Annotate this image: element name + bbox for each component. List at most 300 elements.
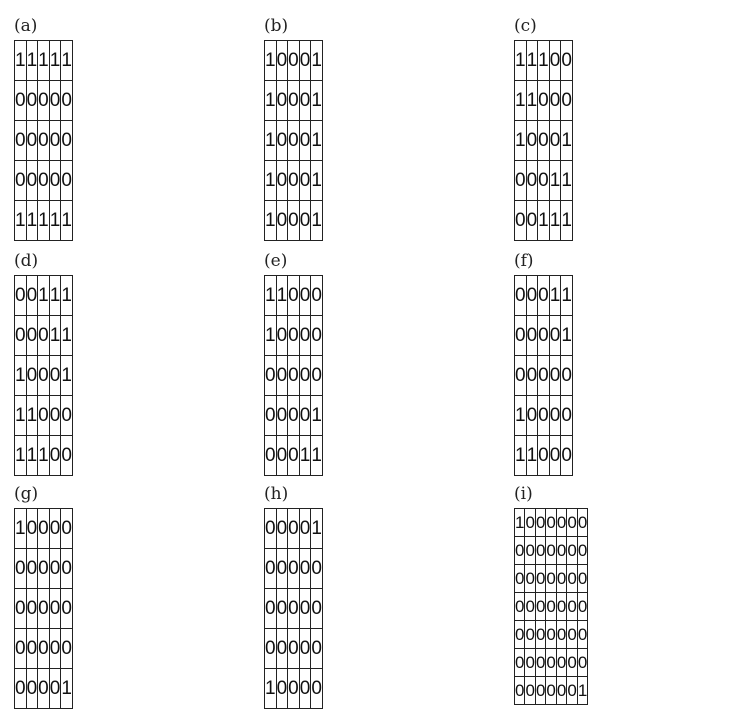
matrix-cell: 0 (526, 396, 538, 436)
matrix-cell: 0 (515, 537, 525, 565)
matrix-cell: 0 (549, 356, 561, 396)
matrix-cell: 0 (515, 201, 527, 241)
matrix-row (265, 316, 323, 356)
matrix-cell: 0 (561, 396, 573, 436)
matrix-cell: 0 (26, 356, 38, 396)
matrix-cell: 0 (276, 201, 288, 241)
matrix-row (265, 81, 323, 121)
matrix-cell: 0 (299, 396, 311, 436)
matrix-row (515, 677, 588, 705)
matrix-cell: 1 (311, 201, 323, 241)
matrix-cell: 0 (276, 436, 288, 476)
matrix-cell: 1 (15, 201, 27, 241)
matrix-cell: 0 (61, 81, 73, 121)
matrix-row (15, 509, 73, 549)
matrix-cell: 0 (515, 276, 527, 316)
panel-label-h: (h) (264, 484, 289, 504)
matrix-cell: 0 (276, 629, 288, 669)
matrix-cell: 0 (299, 276, 311, 316)
matrix-cell: 1 (15, 436, 27, 476)
matrix-cell: 0 (546, 565, 556, 593)
matrix-cell: 0 (577, 509, 587, 537)
matrix-cell: 0 (276, 316, 288, 356)
matrix-cell: 0 (546, 509, 556, 537)
matrix-cell: 1 (265, 669, 277, 709)
matrix-cell: 0 (546, 537, 556, 565)
matrix-cell: 0 (61, 161, 73, 201)
matrix-cell: 0 (577, 593, 587, 621)
matrix-cell: 0 (26, 81, 38, 121)
matrix-cell: 0 (577, 649, 587, 677)
matrix-cell: 0 (38, 121, 50, 161)
matrix-cell: 0 (26, 316, 38, 356)
matrix-cell: 0 (288, 436, 300, 476)
matrix-cell: 1 (538, 41, 550, 81)
matrix-row (515, 593, 588, 621)
matrix-cell: 0 (26, 161, 38, 201)
matrix-cell: 0 (265, 549, 277, 589)
matrix-cell: 0 (567, 565, 577, 593)
panel-label-a: (a) (14, 16, 38, 36)
matrix-cell: 1 (515, 41, 527, 81)
matrix-cell: 1 (49, 316, 61, 356)
matrix-row (265, 589, 323, 629)
matrix-cell: 0 (577, 565, 587, 593)
matrix-cell: 0 (525, 677, 535, 705)
matrix-row (515, 537, 588, 565)
matrix-cell: 1 (549, 201, 561, 241)
matrix-cell: 0 (299, 509, 311, 549)
matrix-cell: 0 (538, 436, 550, 476)
matrix-row (515, 436, 573, 476)
matrix-cell: 0 (276, 161, 288, 201)
matrix-cell: 1 (38, 41, 50, 81)
matrix-cell: 0 (549, 121, 561, 161)
matrix-cell: 0 (288, 81, 300, 121)
matrix-cell: 0 (556, 565, 566, 593)
matrix-cell: 0 (311, 589, 323, 629)
matrix-cell: 0 (561, 41, 573, 81)
matrix-cell: 0 (299, 81, 311, 121)
matrix-row (15, 549, 73, 589)
matrix-cell: 1 (311, 81, 323, 121)
matrix-cell: 0 (49, 396, 61, 436)
matrix-cell: 0 (61, 396, 73, 436)
matrix-cell: 0 (288, 161, 300, 201)
matrix-cell: 0 (288, 396, 300, 436)
matrix-cell: 1 (299, 436, 311, 476)
matrix-cell: 1 (61, 356, 73, 396)
matrix-cell: 0 (38, 629, 50, 669)
matrix-cell: 1 (61, 276, 73, 316)
matrix-row (15, 396, 73, 436)
matrix-row (515, 356, 573, 396)
matrix-row (265, 549, 323, 589)
matrix-cell: 1 (515, 121, 527, 161)
matrix-cell: 0 (525, 537, 535, 565)
matrix-cell: 0 (288, 549, 300, 589)
matrix-row (515, 161, 573, 201)
matrix-cell: 0 (526, 201, 538, 241)
matrix-cell: 0 (288, 589, 300, 629)
matrix-cell: 0 (26, 669, 38, 709)
matrix-row (515, 509, 588, 537)
matrix-cell: 1 (265, 41, 277, 81)
matrix-cell: 0 (549, 396, 561, 436)
matrix-cell: 0 (561, 436, 573, 476)
panel-label-b: (b) (264, 16, 289, 36)
matrix-cell: 0 (549, 436, 561, 476)
matrix-cell: 0 (299, 201, 311, 241)
matrix-cell: 0 (311, 356, 323, 396)
matrix-cell: 0 (515, 621, 525, 649)
matrix-cell: 1 (265, 276, 277, 316)
matrix-cell: 1 (49, 41, 61, 81)
matrix-cell: 1 (311, 396, 323, 436)
matrix-cell: 0 (38, 316, 50, 356)
matrix-cell: 0 (38, 356, 50, 396)
matrix-cell: 0 (567, 509, 577, 537)
matrix-cell: 0 (61, 509, 73, 549)
matrix-cell: 0 (299, 316, 311, 356)
matrix-grid-h (264, 508, 323, 709)
matrix-cell: 0 (567, 593, 577, 621)
matrix-cell: 0 (26, 276, 38, 316)
matrix-cell: 0 (15, 669, 27, 709)
matrix-cell: 0 (49, 436, 61, 476)
matrix-cell: 0 (15, 549, 27, 589)
matrix-cell: 0 (61, 436, 73, 476)
matrix-cell: 1 (265, 316, 277, 356)
matrix-row (515, 276, 573, 316)
matrix-row (515, 121, 573, 161)
matrix-cell: 1 (49, 201, 61, 241)
matrix-row (265, 276, 323, 316)
matrix-cell: 1 (561, 161, 573, 201)
matrix-cell: 0 (525, 621, 535, 649)
matrix-cell: 1 (265, 201, 277, 241)
matrix-row (515, 201, 573, 241)
matrix-cell: 0 (556, 509, 566, 537)
matrix-cell: 0 (515, 677, 525, 705)
panel-label-i: (i) (514, 484, 533, 504)
matrix-cell: 0 (15, 121, 27, 161)
matrix-cell: 0 (26, 121, 38, 161)
matrix-row (15, 41, 73, 81)
matrix-cell: 0 (61, 589, 73, 629)
matrix-cell: 0 (265, 589, 277, 629)
matrix-cell: 0 (265, 356, 277, 396)
matrix-cell: 0 (549, 316, 561, 356)
matrix-cell: 0 (265, 629, 277, 669)
matrix-grid-c (514, 40, 573, 241)
matrix-cell: 1 (26, 41, 38, 81)
matrix-cell: 1 (265, 161, 277, 201)
matrix-cell: 0 (561, 356, 573, 396)
matrix-row (15, 316, 73, 356)
matrix-cell: 0 (276, 509, 288, 549)
matrix-cell: 0 (15, 81, 27, 121)
matrix-cell: 0 (535, 621, 545, 649)
matrix-cell: 1 (265, 81, 277, 121)
matrix-cell: 0 (15, 589, 27, 629)
matrix-cell: 0 (311, 316, 323, 356)
matrix-cell: 0 (276, 549, 288, 589)
matrix-row (15, 276, 73, 316)
matrix-cell: 0 (556, 593, 566, 621)
matrix-cell: 0 (538, 356, 550, 396)
matrix-row (265, 201, 323, 241)
matrix-grid-b (264, 40, 323, 241)
matrix-cell: 1 (526, 81, 538, 121)
matrix-row (15, 161, 73, 201)
matrix-cell: 0 (15, 629, 27, 669)
matrix-cell: 1 (561, 121, 573, 161)
matrix-row (265, 121, 323, 161)
matrix-cell: 1 (38, 276, 50, 316)
matrix-cell: 0 (276, 356, 288, 396)
matrix-cell: 1 (311, 509, 323, 549)
matrix-cell: 1 (549, 161, 561, 201)
matrix-cell: 0 (299, 629, 311, 669)
matrix-cell: 0 (546, 677, 556, 705)
matrix-cell: 0 (38, 549, 50, 589)
matrix-cell: 0 (311, 276, 323, 316)
matrix-cell: 0 (538, 396, 550, 436)
matrix-cell: 0 (38, 509, 50, 549)
matrix-cell: 1 (38, 436, 50, 476)
matrix-cell: 0 (61, 549, 73, 589)
matrix-cell: 0 (526, 121, 538, 161)
matrix-cell: 0 (265, 509, 277, 549)
matrix-cell: 1 (526, 436, 538, 476)
matrix-cell: 1 (61, 41, 73, 81)
matrix-cell: 1 (49, 276, 61, 316)
matrix-cell: 0 (299, 161, 311, 201)
matrix-grid-e (264, 275, 323, 476)
matrix-cell: 0 (288, 669, 300, 709)
matrix-row (265, 436, 323, 476)
matrix-grid-a (14, 40, 73, 241)
matrix-cell: 0 (549, 41, 561, 81)
matrix-cell: 0 (526, 276, 538, 316)
matrix-row (515, 316, 573, 356)
matrix-cell: 0 (515, 356, 527, 396)
panel-label-c: (c) (514, 16, 537, 36)
matrix-row (515, 41, 573, 81)
matrix-cell: 0 (61, 121, 73, 161)
matrix-cell: 1 (538, 201, 550, 241)
matrix-cell: 0 (525, 593, 535, 621)
matrix-cell: 0 (38, 81, 50, 121)
matrix-cell: 0 (567, 537, 577, 565)
matrix-cell: 0 (556, 621, 566, 649)
matrix-cell: 0 (49, 509, 61, 549)
matrix-cell: 0 (276, 81, 288, 121)
matrix-cell: 0 (556, 537, 566, 565)
matrix-cell: 0 (526, 161, 538, 201)
matrix-cell: 0 (538, 121, 550, 161)
matrix-grid-f (514, 275, 573, 476)
matrix-cell: 0 (26, 549, 38, 589)
matrix-cell: 0 (535, 649, 545, 677)
matrix-cell: 0 (15, 161, 27, 201)
matrix-cell: 1 (515, 509, 525, 537)
matrix-cell: 0 (535, 565, 545, 593)
matrix-cell: 1 (61, 669, 73, 709)
matrix-row (15, 201, 73, 241)
matrix-cell: 0 (288, 201, 300, 241)
matrix-cell: 0 (525, 509, 535, 537)
matrix-row (265, 629, 323, 669)
matrix-cell: 1 (311, 161, 323, 201)
matrix-cell: 0 (535, 593, 545, 621)
matrix-grid-g (14, 508, 73, 709)
matrix-cell: 0 (515, 649, 525, 677)
matrix-cell: 0 (15, 276, 27, 316)
matrix-row (15, 356, 73, 396)
matrix-cell: 1 (561, 201, 573, 241)
matrix-cell: 0 (49, 629, 61, 669)
matrix-cell: 0 (556, 677, 566, 705)
matrix-cell: 0 (276, 41, 288, 81)
matrix-cell: 1 (15, 396, 27, 436)
matrix-row (15, 121, 73, 161)
matrix-cell: 0 (265, 396, 277, 436)
matrix-cell: 0 (38, 669, 50, 709)
matrix-cell: 0 (26, 589, 38, 629)
matrix-cell: 0 (549, 81, 561, 121)
matrix-cell: 0 (538, 81, 550, 121)
matrix-cell: 1 (26, 201, 38, 241)
matrix-cell: 0 (38, 161, 50, 201)
matrix-cell: 0 (49, 356, 61, 396)
matrix-cell: 0 (515, 565, 525, 593)
matrix-cell: 0 (538, 316, 550, 356)
matrix-cell: 0 (38, 396, 50, 436)
matrix-cell: 1 (311, 121, 323, 161)
matrix-cell: 0 (567, 649, 577, 677)
matrix-cell: 0 (276, 121, 288, 161)
matrix-row (15, 436, 73, 476)
matrix-cell: 0 (49, 589, 61, 629)
matrix-cell: 0 (526, 356, 538, 396)
matrix-cell: 1 (15, 509, 27, 549)
panel-label-f: (f) (514, 251, 534, 271)
matrix-cell: 1 (61, 201, 73, 241)
matrix-cell: 1 (26, 436, 38, 476)
matrix-cell: 1 (515, 81, 527, 121)
matrix-cell: 0 (515, 593, 525, 621)
matrix-cell: 1 (526, 41, 538, 81)
matrix-cell: 0 (276, 396, 288, 436)
matrix-cell: 0 (49, 121, 61, 161)
matrix-cell: 1 (577, 677, 587, 705)
matrix-cell: 0 (526, 316, 538, 356)
matrix-row (15, 669, 73, 709)
matrix-row (265, 356, 323, 396)
matrix-cell: 0 (265, 436, 277, 476)
matrix-cell: 0 (299, 41, 311, 81)
matrix-cell: 1 (276, 276, 288, 316)
matrix-cell: 1 (515, 436, 527, 476)
matrix-cell: 0 (276, 669, 288, 709)
matrix-cell: 0 (515, 316, 527, 356)
matrix-row (15, 629, 73, 669)
matrix-grid-d (14, 275, 73, 476)
matrix-row (265, 41, 323, 81)
matrix-row (515, 81, 573, 121)
matrix-cell: 1 (515, 396, 527, 436)
matrix-cell: 0 (535, 537, 545, 565)
matrix-cell: 1 (311, 41, 323, 81)
matrix-cell: 0 (546, 593, 556, 621)
matrix-cell: 1 (311, 436, 323, 476)
matrix-cell: 1 (15, 356, 27, 396)
panel-label-g: (g) (14, 484, 39, 504)
matrix-cell: 0 (49, 549, 61, 589)
matrix-cell: 1 (38, 201, 50, 241)
matrix-cell: 0 (15, 316, 27, 356)
matrix-cell: 0 (276, 589, 288, 629)
matrix-cell: 0 (299, 589, 311, 629)
matrix-row (265, 669, 323, 709)
matrix-cell: 0 (525, 649, 535, 677)
matrix-cell: 0 (515, 161, 527, 201)
matrix-cell: 0 (546, 621, 556, 649)
matrix-cell: 0 (567, 621, 577, 649)
matrix-cell: 0 (577, 621, 587, 649)
matrix-cell: 0 (49, 81, 61, 121)
matrix-cell: 0 (49, 669, 61, 709)
matrix-cell: 0 (288, 356, 300, 396)
matrix-cell: 0 (26, 629, 38, 669)
matrix-cell: 0 (538, 161, 550, 201)
matrix-cell: 1 (26, 396, 38, 436)
matrix-cell: 0 (288, 276, 300, 316)
matrix-row (15, 81, 73, 121)
matrix-cell: 0 (577, 537, 587, 565)
matrix-cell: 1 (61, 316, 73, 356)
panel-label-e: (e) (264, 251, 288, 271)
matrix-cell: 1 (15, 41, 27, 81)
matrix-cell: 0 (311, 629, 323, 669)
matrix-cell: 0 (288, 316, 300, 356)
matrix-cell: 1 (265, 121, 277, 161)
matrix-cell: 0 (561, 81, 573, 121)
panel-label-d: (d) (14, 251, 39, 271)
matrix-cell: 0 (288, 121, 300, 161)
matrix-cell: 0 (288, 41, 300, 81)
matrix-cell: 0 (299, 669, 311, 709)
matrix-row (265, 161, 323, 201)
matrix-row (265, 509, 323, 549)
matrix-cell: 0 (311, 549, 323, 589)
matrix-cell: 0 (525, 565, 535, 593)
matrix-cell: 0 (556, 649, 566, 677)
matrix-cell: 0 (546, 649, 556, 677)
matrix-cell: 0 (299, 549, 311, 589)
matrix-cell: 0 (38, 589, 50, 629)
matrix-cell: 0 (61, 629, 73, 669)
matrix-row (515, 396, 573, 436)
matrix-row (515, 565, 588, 593)
matrix-cell: 0 (311, 669, 323, 709)
matrix-cell: 0 (49, 161, 61, 201)
matrix-cell: 0 (299, 356, 311, 396)
matrix-cell: 0 (288, 509, 300, 549)
matrix-cell: 0 (288, 629, 300, 669)
